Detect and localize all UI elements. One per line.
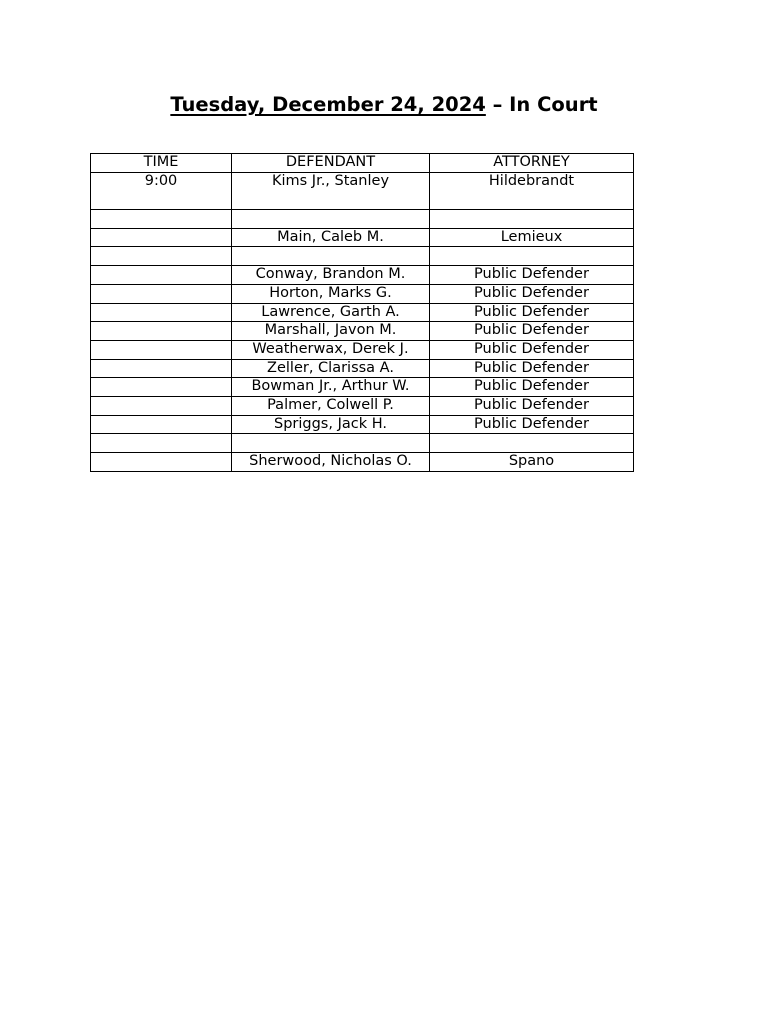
cell-attorney: Lemieux <box>430 228 634 247</box>
table-row <box>91 453 634 472</box>
cell-defendant: Marshall, Javon M. <box>232 322 430 341</box>
table-row <box>91 210 634 229</box>
cell-attorney: Public Defender <box>430 415 634 434</box>
table-row <box>91 303 634 322</box>
table-row <box>91 396 634 415</box>
cell-time <box>91 453 232 472</box>
cell-defendant: Horton, Marks G. <box>232 284 430 303</box>
table-row <box>91 378 634 397</box>
cell-time <box>91 247 232 266</box>
cell-defendant <box>232 434 430 453</box>
cell-defendant: Bowman Jr., Arthur W. <box>232 378 430 397</box>
header-defendant: DEFENDANT <box>232 154 430 173</box>
cell-attorney: Public Defender <box>430 396 634 415</box>
cell-time <box>91 415 232 434</box>
docket-table <box>90 153 634 472</box>
table-row <box>91 340 634 359</box>
cell-defendant: Conway, Brandon M. <box>232 266 430 285</box>
cell-attorney <box>430 247 634 266</box>
cell-time <box>91 322 232 341</box>
cell-time <box>91 284 232 303</box>
cell-attorney: Public Defender <box>430 359 634 378</box>
cell-defendant: Lawrence, Garth A. <box>232 303 430 322</box>
cell-defendant <box>232 210 430 229</box>
cell-attorney: Public Defender <box>430 284 634 303</box>
title-suffix: – In Court <box>485 93 598 116</box>
cell-time: 9:00 <box>91 172 232 209</box>
cell-defendant: Kims Jr., Stanley <box>232 172 430 209</box>
cell-attorney: Public Defender <box>430 340 634 359</box>
table-row <box>91 434 634 453</box>
cell-time <box>91 396 232 415</box>
cell-attorney: Hildebrandt <box>430 172 634 209</box>
cell-time <box>91 303 232 322</box>
title-date: Tuesday, December 24, 2024 <box>170 93 486 116</box>
header-attorney: ATTORNEY <box>430 154 634 173</box>
cell-defendant: Palmer, Colwell P. <box>232 396 430 415</box>
cell-defendant <box>232 247 430 266</box>
cell-defendant: Main, Caleb M. <box>232 228 430 247</box>
cell-defendant: Weatherwax, Derek J. <box>232 340 430 359</box>
cell-time <box>91 228 232 247</box>
cell-attorney: Public Defender <box>430 378 634 397</box>
header-time: TIME <box>91 154 232 173</box>
cell-attorney: Public Defender <box>430 322 634 341</box>
table-row <box>91 359 634 378</box>
table-row <box>91 247 634 266</box>
header-row <box>91 154 634 173</box>
table-row <box>91 415 634 434</box>
cell-time <box>91 210 232 229</box>
table-row <box>91 284 634 303</box>
cell-defendant: Sherwood, Nicholas O. <box>232 453 430 472</box>
page-title <box>0 92 768 118</box>
cell-time <box>91 359 232 378</box>
cell-attorney: Spano <box>430 453 634 472</box>
cell-attorney <box>430 210 634 229</box>
cell-time <box>91 434 232 453</box>
table-row <box>91 228 634 247</box>
table-row <box>91 172 634 209</box>
cell-time <box>91 340 232 359</box>
table-row <box>91 266 634 285</box>
table-row <box>91 322 634 341</box>
cell-attorney <box>430 434 634 453</box>
cell-defendant: Zeller, Clarissa A. <box>232 359 430 378</box>
cell-attorney: Public Defender <box>430 266 634 285</box>
cell-defendant: Spriggs, Jack H. <box>232 415 430 434</box>
cell-time <box>91 378 232 397</box>
cell-attorney: Public Defender <box>430 303 634 322</box>
cell-time <box>91 266 232 285</box>
